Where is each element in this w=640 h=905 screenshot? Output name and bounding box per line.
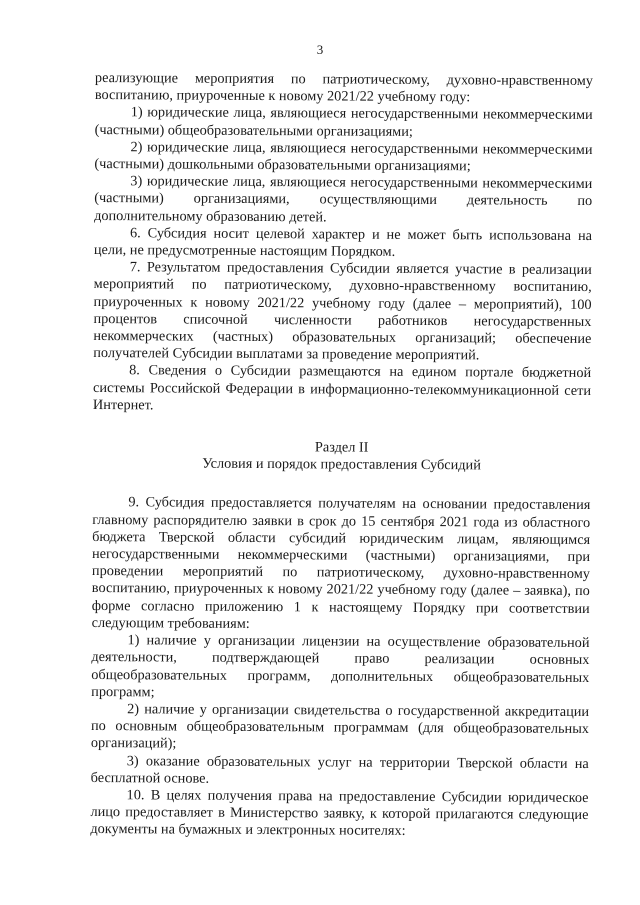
paragraph-continuation: реализующие мероприятия по патриотическому, духовно-нравственному воспитанию, приуроченные к новому 2021/22 учебному году: — [94, 70, 593, 106]
list-item-1: 1) юридические лица, являющиеся негосударственными некоммерческими (частными) общеобразовательными организациями; — [94, 104, 593, 140]
paragraph-9: 9. Субсидия предоставляется получателям на основании предоставления главному распорядителю заявки в срок до 15 сентября 2021 года из областного бюджета Тверской области субсидий юридическим лицам, являющимся негосударственными некоммерческими (частными) организациями, при проведении мероприятий по патриотическому, духовно-нравственному воспитанию, приуроченных к новому 2021/22 учебному году (далее – заявка), по форме согласно приложению 1 к настоящему Порядку при соответствии следующим требованиям: — [91, 494, 591, 632]
page-number: 3 — [316, 42, 324, 57]
list-item-3: 3) юридические лица, являющиеся негосударственными некоммерческими (частными) организациями, осуществляющими деятельность по дополнительному образованию детей. — [94, 173, 593, 226]
list-item-2: 2) юридические лица, являющиеся негосударственными некоммерческими (частными) дошкольными образовательными организациями; — [94, 139, 593, 175]
requirement-1: 1) наличие у организации лицензии на осуществление образовательной деятельности, подтверждающей право реализации основных общеобразовательных программ, дополнительных общеобразовательных программ; — [91, 632, 590, 701]
section-number: Раздел II — [314, 439, 369, 456]
paragraph-8: 8. Сведения о Субсидии размещаются на едином портале бюджетной системы Российской Федерации в информационно-телекоммуникационной сети Интернет. — [92, 362, 592, 414]
requirement-2: 2) наличие у организации свидетельства о государственной аккредитации по основным общеобразовательным программам (для общеобразовательных организаций); — [90, 701, 590, 752]
paragraph-7: 7. Результатом предоставления Субсидии является участие в реализации мероприятий по патриотическому, духовно-нравственному воспитанию, приуроченных к новому 2021/22 учебному году (далее – мероприятий), 100 процентов списочной численности работников негосударственных некоммерческих (частных) образовательных организаций; обеспечение получателей Субсидии выплатами за проведение мероприятий. — [93, 259, 592, 364]
paragraph-10: 10. В целях получения права на предоставление Субсидии юридическое лицо предоставляет в Министерство заявку, к которой прилагаются следующие документы на бумажных и электронных носителях: — [90, 787, 589, 840]
paragraph-6: 6. Субсидия носит целевой характер и не может быть использована на цели, не предусмотренные настоящим Порядком. — [93, 225, 593, 260]
document-body — [90, 70, 593, 842]
section-title: Условия и порядок предоставления Субсидий — [202, 455, 481, 474]
requirement-3: 3) оказание образовательных услуг на территории Тверской области на бесплатной основе. — [90, 752, 589, 787]
